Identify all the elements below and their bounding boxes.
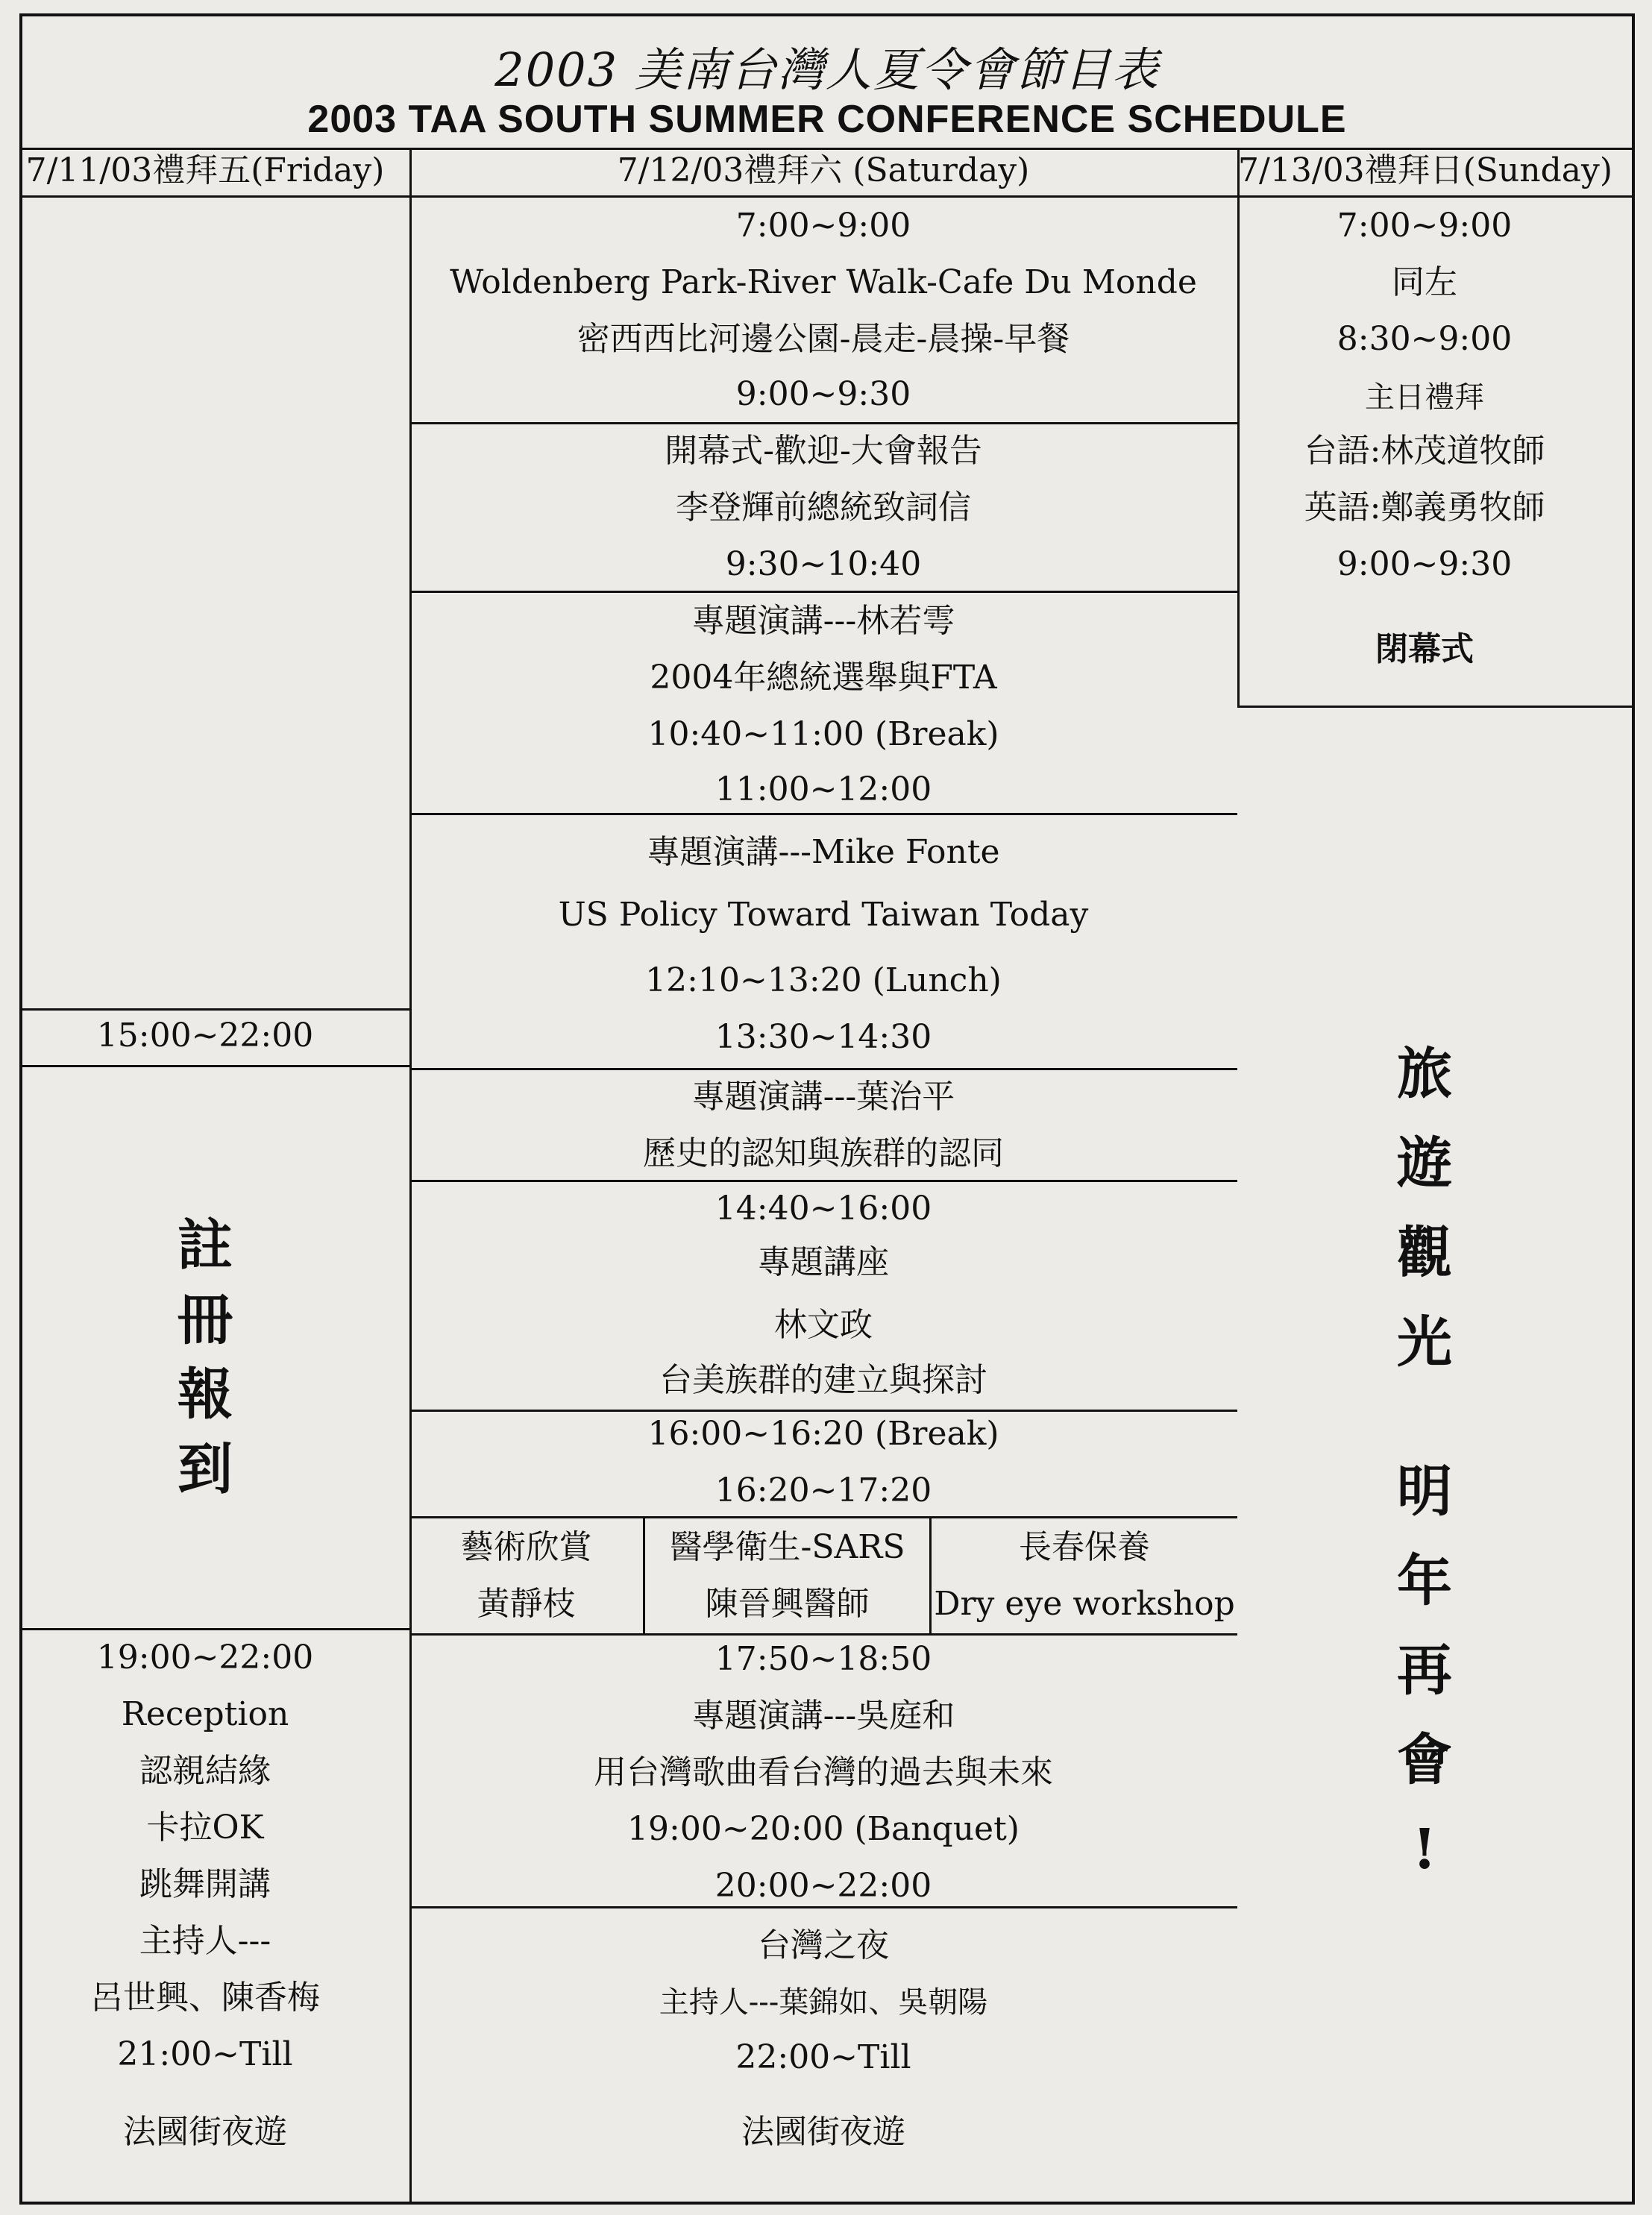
sat-seminar-speaker: 林文政 xyxy=(774,1306,873,1344)
sat-talk-1: 專題演講---林若雩 xyxy=(691,602,955,640)
sat-time-1: 7:00~9:00 xyxy=(735,207,911,245)
sat-time-2: 9:00~9:30 xyxy=(735,375,911,413)
sat-time-3: 9:30~10:40 xyxy=(725,545,922,583)
sat-time-9: 20:00~22:00 xyxy=(714,1867,932,1905)
sat-night-tour: 法國街夜遊 xyxy=(741,2113,905,2151)
sat-time-10: 22:00~Till xyxy=(735,2038,911,2076)
sat-divider-6 xyxy=(409,1410,1237,1412)
sat-seminar: 專題講座 xyxy=(758,1243,889,1281)
sat-divider-5 xyxy=(409,1180,1237,1182)
friday-date: 7/11/03禮拜五(Friday) xyxy=(25,151,385,189)
sat-letter: 李登輝前總統致詞信 xyxy=(676,488,971,527)
farewell-char-1: 明 xyxy=(1397,1460,1452,1524)
sat-divider-3 xyxy=(409,813,1237,815)
sat-talk-4: 專題演講---吳庭和 xyxy=(691,1697,955,1735)
sat-talk-2: 專題演講---Mike Fonte xyxy=(647,833,1000,871)
fri-divider-3 xyxy=(19,1628,409,1630)
sat-place-en: Woldenberg Park-River Walk-Cafe Du Monde xyxy=(450,263,1197,301)
sun-time-1: 7:00~9:00 xyxy=(1337,207,1513,245)
sun-pastor-tw: 台語:林茂道牧師 xyxy=(1304,432,1545,470)
sun-closing: 閉幕式 xyxy=(1375,630,1474,668)
farewell-char-4: 會 xyxy=(1397,1728,1452,1792)
date-row-divider xyxy=(19,195,1635,198)
tour-char-3: 觀 xyxy=(1397,1221,1452,1285)
sat-taiwan-night: 台灣之夜 xyxy=(758,1926,889,1964)
session-b-speaker: 陳晉興醫師 xyxy=(705,1585,870,1623)
friday-time-3: 21:00~Till xyxy=(117,2035,293,2073)
sat-divider-8 xyxy=(409,1906,1237,1908)
farewell-char-5: ! xyxy=(1412,1817,1437,1882)
sat-opening: 開幕式-歡迎-大會報告 xyxy=(665,432,982,470)
friday-time-2: 19:00~22:00 xyxy=(96,1639,314,1677)
sun-time-2: 8:30~9:00 xyxy=(1337,320,1513,358)
sat-lunch: 12:10~13:20 (Lunch) xyxy=(645,961,1002,999)
farewell-char-2: 年 xyxy=(1397,1549,1452,1613)
sat-place-cn: 密西西比河邊公園-晨走-晨操-早餐 xyxy=(577,320,1070,358)
friday-item-2: 卡拉OK xyxy=(146,1809,264,1847)
sat-talk-3: 專題演講---葉治平 xyxy=(691,1078,955,1116)
sat-talk-2-topic: US Policy Toward Taiwan Today xyxy=(558,896,1089,934)
friday-item-1: 認親結緣 xyxy=(139,1752,271,1790)
sunday-date: 7/13/03禮拜日(Sunday) xyxy=(1238,151,1613,189)
registration-char-2: 冊 xyxy=(178,1288,233,1352)
sat-talk-1-topic: 2004年總統選舉與FTA xyxy=(650,659,997,697)
tour-char-1: 旅 xyxy=(1397,1042,1452,1106)
session-a-title: 藝術欣賞 xyxy=(460,1528,592,1566)
page-subtitle: 2003 TAA SOUTH SUMMER CONFERENCE SCHEDULE xyxy=(307,98,1347,141)
registration-char-3: 報 xyxy=(178,1363,233,1427)
sun-same: 同左 xyxy=(1392,263,1457,301)
session-c-speaker: Dry eye workshop xyxy=(934,1585,1235,1623)
sat-divider-7 xyxy=(409,1516,1237,1518)
sat-time-8: 17:50~18:50 xyxy=(714,1640,932,1678)
sun-worship: 主日禮拜 xyxy=(1365,380,1484,415)
registration-char-4: 到 xyxy=(178,1437,233,1501)
sat-break-1: 10:40~11:00 (Break) xyxy=(647,715,999,753)
sat-time-7: 16:20~17:20 xyxy=(714,1471,932,1509)
breakout-bottom xyxy=(409,1633,1237,1636)
session-c-title: 長春保養 xyxy=(1019,1528,1150,1566)
sat-divider-4 xyxy=(409,1068,1237,1070)
sun-divider-1 xyxy=(1237,706,1635,708)
farewell-char-3: 再 xyxy=(1397,1639,1452,1703)
sat-time-6: 14:40~16:00 xyxy=(714,1190,932,1228)
sat-seminar-topic: 台美族群的建立與探討 xyxy=(659,1361,987,1399)
sat-divider-2 xyxy=(409,591,1237,593)
saturday-date: 7/12/03禮拜六 (Saturday) xyxy=(617,151,1030,189)
tour-char-4: 光 xyxy=(1397,1310,1452,1374)
sat-break-2: 16:00~16:20 (Break) xyxy=(647,1415,999,1453)
friday-host-label: 主持人--- xyxy=(139,1922,271,1960)
header-divider xyxy=(19,148,1635,150)
fri-divider-2 xyxy=(19,1065,409,1067)
sat-talk-3-topic: 歷史的認知與族群的認同 xyxy=(643,1134,1004,1172)
tour-char-2: 遊 xyxy=(1397,1131,1452,1196)
registration-char-1: 註 xyxy=(178,1213,233,1278)
session-a-speaker: 黃靜枝 xyxy=(477,1585,576,1623)
sun-time-3: 9:00~9:30 xyxy=(1337,545,1513,583)
sun-pastor-en: 英語:鄭義勇牧師 xyxy=(1304,488,1545,527)
friday-item-3: 跳舞開講 xyxy=(139,1865,271,1903)
fri-divider-1 xyxy=(19,1008,409,1011)
sat-night-hosts: 主持人---葉錦如、吳朝陽 xyxy=(659,1985,988,2020)
sat-talk-4-topic: 用台灣歌曲看台灣的過去與未來 xyxy=(594,1753,1053,1791)
sat-banquet: 19:00~20:00 (Banquet) xyxy=(627,1810,1020,1848)
sat-divider-1 xyxy=(409,422,1237,424)
sat-time-4: 11:00~12:00 xyxy=(714,770,932,808)
sat-time-5: 13:30~14:30 xyxy=(714,1018,932,1056)
page-title: 2003 美南台灣人夏令會節目表 xyxy=(494,43,1160,97)
session-b-title: 醫學衛生-SARS xyxy=(669,1528,905,1566)
friday-hosts: 呂世興、陳香梅 xyxy=(90,1979,320,2017)
friday-reception: Reception xyxy=(121,1695,289,1733)
friday-time-1: 15:00~22:00 xyxy=(96,1017,314,1055)
friday-night-tour: 法國街夜遊 xyxy=(123,2113,287,2151)
